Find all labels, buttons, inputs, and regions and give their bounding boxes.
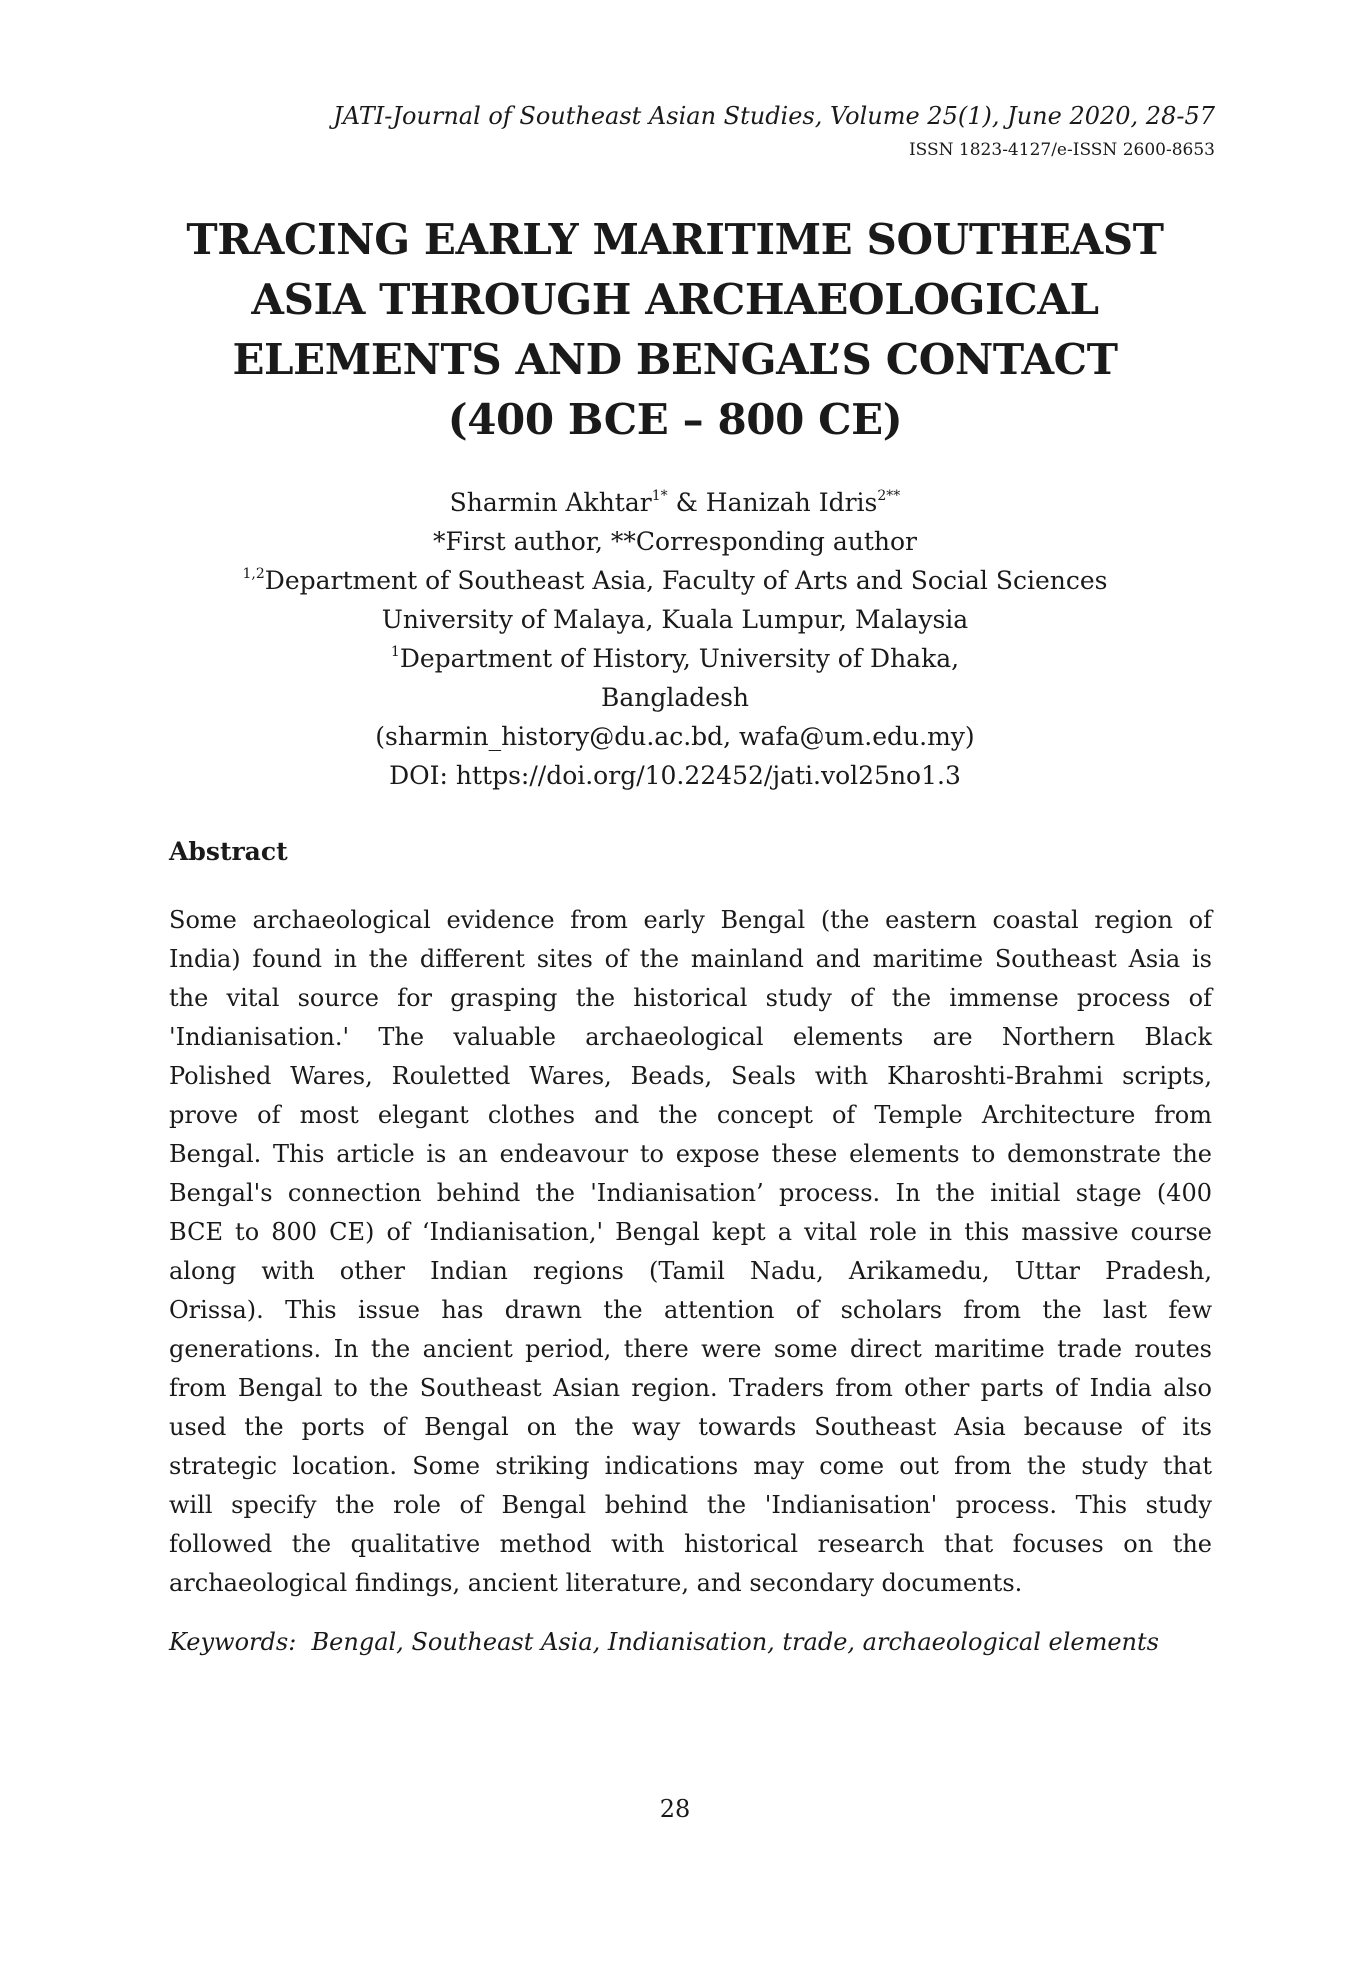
- journal-issn: ISSN 1823-4127/e-ISSN 2600-8653: [908, 140, 1215, 160]
- journal-citation: JATI-Journal of Southeast Asian Studies, Volume 25(1), June 2020, 28-57: [333, 102, 1215, 130]
- abstract-line: BCE to 800 CE) of ‘Indianisation,' Bengal kept a vital role in this massive course: [169, 1218, 1212, 1246]
- author-emails: (sharmin_history@du.ac.bd, wafa@um.edu.my): [375, 722, 975, 751]
- affiliation-1-text: Department of Southeast Asia, Faculty of Arts and Social Sciences: [264, 566, 1108, 595]
- abstract-line: strategic location. Some striking indications may come out from the study that: [169, 1452, 1212, 1480]
- abstract-line: prove of most elegant clothes and the concept of Temple Architecture from: [169, 1101, 1212, 1129]
- affiliation-2-continued: Bangladesh: [600, 683, 749, 712]
- affiliation-1-marker: 1,2: [242, 565, 265, 582]
- abstract-line: from Bengal to the Southeast Asian region. Traders from other parts of India also: [169, 1374, 1212, 1402]
- author-1-marker: 1*: [651, 487, 668, 504]
- affiliation-2-marker: 1: [390, 643, 400, 660]
- affiliation-2: [170, 639, 1180, 678]
- abstract-heading: Abstract: [169, 837, 288, 866]
- author-2-name: Hanizah Idris: [705, 488, 878, 517]
- abstract-line: Polished Wares, Rouletted Wares, Beads, Seals with Kharoshti-Brahmi scripts,: [169, 1062, 1212, 1090]
- title-line: TRACING EARLY MARITIME SOUTHEAST: [186, 215, 1164, 264]
- abstract-line: Bengal. This article is an endeavour to expose these elements to demonstrate the: [169, 1140, 1212, 1168]
- title-line: ELEMENTS AND BENGAL’S CONTACT: [232, 335, 1118, 384]
- abstract-line: 'Indianisation.' The valuable archaeological elements are Northern Black: [169, 1023, 1212, 1051]
- author-1-name: Sharmin Akhtar: [449, 488, 652, 517]
- abstract-line: Some archaeological evidence from early Bengal (the eastern coastal region of: [169, 906, 1212, 934]
- author-joiner: &: [667, 488, 706, 517]
- author-roles: *First author, **Corresponding author: [433, 527, 917, 556]
- paper-title: [170, 210, 1180, 450]
- abstract-line: Bengal's connection behind the 'Indianisation’ process. In the initial stage (400: [169, 1179, 1212, 1207]
- abstract-line: used the ports of Bengal on the way towards Southeast Asia because of its: [169, 1413, 1212, 1441]
- doi-link[interactable]: DOI: https://doi.org/10.22452/jati.vol25no1.3: [389, 761, 961, 790]
- abstract-line: India) found in the different sites of the mainland and maritime Southeast Asia is: [169, 945, 1212, 973]
- page-number: 28: [659, 1795, 691, 1823]
- keywords: Keywords: Bengal, Southeast Asia, Indianisation, trade, archaeological elements: [169, 1628, 1159, 1656]
- abstract-body: [169, 901, 1212, 1603]
- author-2-marker: 2**: [877, 487, 901, 504]
- title-line: (400 BCE – 800 CE): [447, 395, 903, 444]
- abstract-line: Orissa). This issue has drawn the attention of scholars from the last few: [169, 1296, 1212, 1324]
- abstract-line: the vital source for grasping the historical study of the immense process of: [169, 984, 1212, 1012]
- abstract-line: generations. In the ancient period, there were some direct maritime trade routes: [169, 1335, 1212, 1363]
- abstract-line: archaeological findings, ancient literature, and secondary documents.: [169, 1569, 1023, 1597]
- abstract-line: along with other Indian regions (Tamil Nadu, Arikamedu, Uttar Pradesh,: [169, 1257, 1212, 1285]
- author-names: [170, 483, 1180, 522]
- title-line: ASIA THROUGH ARCHAEOLOGICAL: [251, 275, 1099, 324]
- abstract-line: will specify the role of Bengal behind the 'Indianisation' process. This study: [169, 1491, 1212, 1519]
- affiliation-1: [170, 561, 1180, 600]
- abstract-line: followed the qualitative method with historical research that focuses on the: [169, 1530, 1212, 1558]
- author-info: [170, 483, 1180, 795]
- affiliation-1-continued: University of Malaya, Kuala Lumpur, Malaysia: [381, 605, 969, 634]
- affiliation-2-text: Department of History, University of Dhaka,: [399, 644, 960, 673]
